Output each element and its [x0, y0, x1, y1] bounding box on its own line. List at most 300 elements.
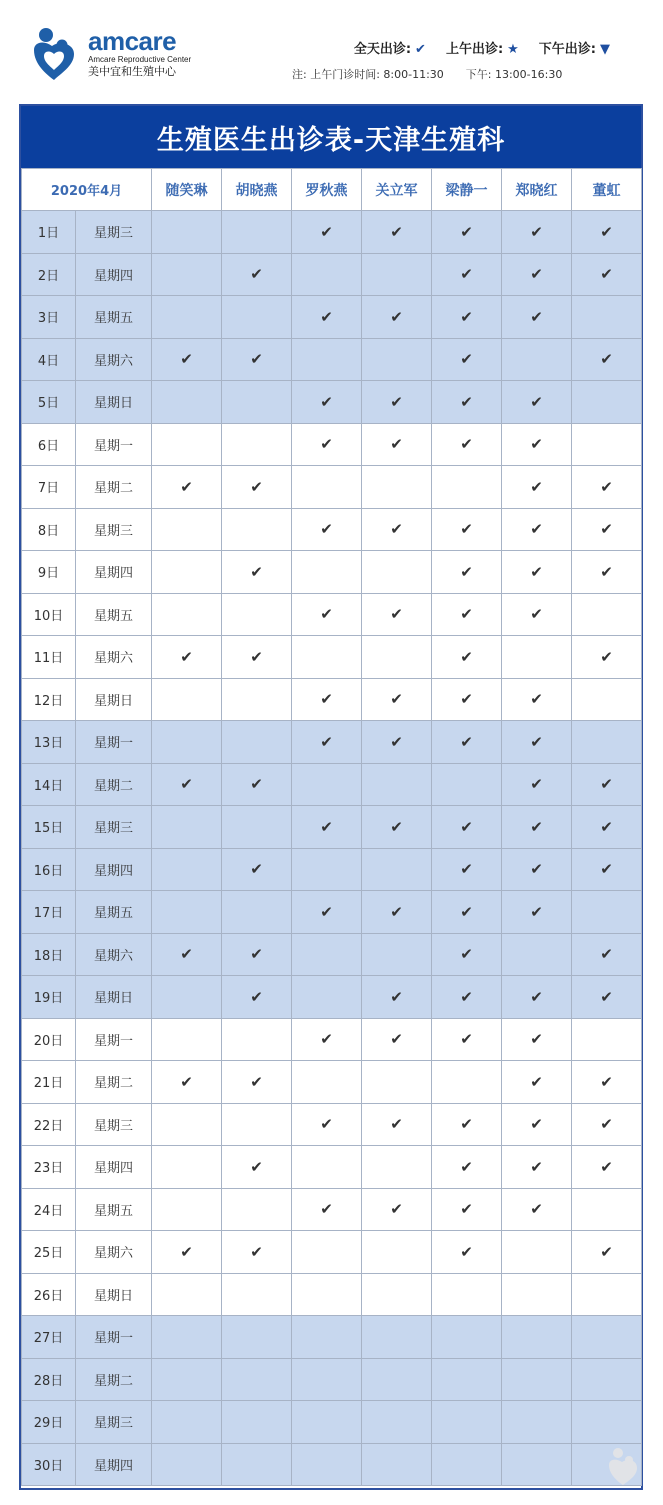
schedule-cell — [362, 466, 432, 509]
check-icon: ✔ — [502, 806, 572, 849]
schedule-cell — [222, 211, 292, 254]
check-icon: ✔ — [502, 593, 572, 636]
check-icon: ✔ — [572, 1231, 642, 1274]
schedule-cell — [292, 1231, 362, 1274]
schedule-cell — [222, 1188, 292, 1231]
check-icon: ✔ — [222, 551, 292, 594]
check-icon: ✔ — [362, 296, 432, 339]
date-cell: 12日 — [22, 678, 76, 721]
schedule-table-container — [19, 104, 643, 1490]
hours-note — [292, 66, 562, 82]
date-cell: 2日 — [22, 253, 76, 296]
check-icon: ✔ — [292, 806, 362, 849]
schedule-cell — [572, 1188, 642, 1231]
schedule-cell — [362, 1061, 432, 1104]
check-icon: ✔ — [572, 636, 642, 679]
check-icon: ✔ — [152, 466, 222, 509]
date-cell: 21日 — [22, 1061, 76, 1104]
check-icon: ✔ — [432, 551, 502, 594]
schedule-cell — [292, 1358, 362, 1401]
check-icon: ✔ — [432, 381, 502, 424]
weekday-cell: 星期四 — [76, 253, 152, 296]
date-cell: 26日 — [22, 1273, 76, 1316]
note-am-hours: 注: 上午门诊时间: 8:00-11:30 — [292, 68, 444, 81]
schedule-cell — [432, 466, 502, 509]
check-icon: ✔ — [502, 381, 572, 424]
check-icon: ✔ — [222, 1231, 292, 1274]
schedule-cell — [222, 1018, 292, 1061]
check-icon: ✔ — [502, 211, 572, 254]
weekday-cell: 星期五 — [76, 593, 152, 636]
schedule-cell — [572, 381, 642, 424]
check-icon: ✔ — [432, 721, 502, 764]
schedule-cell — [222, 1103, 292, 1146]
schedule-cell — [362, 636, 432, 679]
table-row — [22, 1146, 642, 1189]
date-cell: 3日 — [22, 296, 76, 339]
logo-chinese-name: 美中宜和生殖中心 — [88, 65, 176, 78]
schedule-cell — [222, 1316, 292, 1359]
schedule-cell — [152, 508, 222, 551]
schedule-cell — [432, 1358, 502, 1401]
doctor-header: 关立军 — [362, 169, 432, 211]
schedule-cell — [222, 296, 292, 339]
legend-pm — [539, 38, 610, 57]
legend-am — [446, 38, 519, 57]
check-icon: ✔ — [362, 593, 432, 636]
schedule-cell — [152, 848, 222, 891]
date-cell: 8日 — [22, 508, 76, 551]
doctor-header: 梁静一 — [432, 169, 502, 211]
schedule-cell — [292, 848, 362, 891]
check-icon: ✔ — [292, 508, 362, 551]
weekday-cell: 星期三 — [76, 508, 152, 551]
schedule-cell — [502, 1401, 572, 1444]
check-icon: ✔ — [152, 1061, 222, 1104]
check-icon: ✔ — [572, 551, 642, 594]
check-icon: ✔ — [502, 976, 572, 1019]
weekday-cell: 星期一 — [76, 423, 152, 466]
date-cell: 4日 — [22, 338, 76, 381]
legend-pm-label: 下午出诊: — [538, 42, 596, 57]
date-cell: 14日 — [22, 763, 76, 806]
date-cell: 7日 — [22, 466, 76, 509]
check-icon: ✔ — [572, 976, 642, 1019]
weekday-cell: 星期一 — [76, 1018, 152, 1061]
check-icon: ✔ — [432, 1018, 502, 1061]
weekday-cell: 星期六 — [76, 338, 152, 381]
check-icon: ✔ — [572, 338, 642, 381]
note-pm-hours: 下午: 13:00-16:30 — [465, 68, 563, 81]
schedule-cell — [222, 593, 292, 636]
table-row — [22, 423, 642, 466]
check-icon: ✔ — [152, 1231, 222, 1274]
table-row — [22, 1273, 642, 1316]
legend — [354, 38, 610, 57]
weekday-cell: 星期五 — [76, 891, 152, 934]
schedule-cell — [572, 678, 642, 721]
check-icon: ✔ — [502, 551, 572, 594]
check-icon: ✔ — [222, 1146, 292, 1189]
weekday-cell: 星期六 — [76, 636, 152, 679]
table-row — [22, 1188, 642, 1231]
schedule-cell — [222, 423, 292, 466]
schedule-cell — [292, 636, 362, 679]
check-icon: ✔ — [432, 253, 502, 296]
table-row — [22, 636, 642, 679]
doctor-header: 胡晓燕 — [222, 169, 292, 211]
weekday-cell: 星期四 — [76, 1443, 152, 1486]
weekday-cell: 星期日 — [76, 976, 152, 1019]
date-cell: 18日 — [22, 933, 76, 976]
check-icon: ✔ — [222, 466, 292, 509]
table-row — [22, 1231, 642, 1274]
check-icon: ✔ — [502, 1018, 572, 1061]
schedule-cell — [362, 1231, 432, 1274]
table-row — [22, 678, 642, 721]
check-icon: ✔ — [502, 1146, 572, 1189]
check-icon: ✔ — [432, 678, 502, 721]
legend-allday — [354, 38, 426, 57]
schedule-cell — [572, 1273, 642, 1316]
schedule-cell — [572, 891, 642, 934]
check-icon: ✔ — [292, 891, 362, 934]
schedule-cell — [292, 976, 362, 1019]
date-cell: 1日 — [22, 211, 76, 254]
check-icon: ✔ — [222, 976, 292, 1019]
schedule-cell — [152, 253, 222, 296]
check-icon: ✔ — [292, 721, 362, 764]
check-icon: ✔ — [362, 1188, 432, 1231]
date-cell: 13日 — [22, 721, 76, 764]
weekday-cell: 星期三 — [76, 1401, 152, 1444]
table-row — [22, 976, 642, 1019]
schedule-cell — [222, 381, 292, 424]
doctor-header: 随笑琳 — [152, 169, 222, 211]
weekday-cell: 星期五 — [76, 1188, 152, 1231]
weekday-cell: 星期日 — [76, 381, 152, 424]
check-icon: ✔ — [432, 338, 502, 381]
schedule-cell — [292, 1146, 362, 1189]
table-header-row — [22, 169, 642, 211]
check-icon: ✔ — [502, 848, 572, 891]
table-row — [22, 296, 642, 339]
check-icon: ✔ — [432, 848, 502, 891]
schedule-cell — [152, 721, 222, 764]
check-icon: ✔ — [502, 721, 572, 764]
check-icon: ✔ — [572, 466, 642, 509]
amcare-logo-icon — [30, 26, 80, 82]
check-icon: ✔ — [362, 381, 432, 424]
schedule-cell — [432, 1273, 502, 1316]
watermark-logo-icon — [606, 1446, 640, 1486]
schedule-cell — [152, 678, 222, 721]
table-row — [22, 253, 642, 296]
check-icon: ✔ — [362, 423, 432, 466]
check-icon: ✔ — [502, 763, 572, 806]
check-icon: ✔ — [415, 42, 426, 57]
month-header: 2020年4月 — [22, 169, 152, 211]
schedule-cell — [222, 1358, 292, 1401]
table-row — [22, 551, 642, 594]
table-row — [22, 508, 642, 551]
weekday-cell: 星期三 — [76, 806, 152, 849]
schedule-cell — [502, 933, 572, 976]
schedule-cell — [362, 253, 432, 296]
schedule-cell — [362, 1316, 432, 1359]
check-icon: ✔ — [152, 338, 222, 381]
schedule-cell — [292, 763, 362, 806]
table-row — [22, 1103, 642, 1146]
check-icon: ✔ — [502, 1061, 572, 1104]
date-cell: 24日 — [22, 1188, 76, 1231]
schedule-cell — [152, 1316, 222, 1359]
date-cell: 10日 — [22, 593, 76, 636]
schedule-cell — [362, 338, 432, 381]
schedule-cell — [362, 551, 432, 594]
check-icon: ✔ — [292, 1188, 362, 1231]
schedule-cell — [432, 1061, 502, 1104]
date-cell: 11日 — [22, 636, 76, 679]
check-icon: ✔ — [572, 253, 642, 296]
schedule-cell — [572, 1018, 642, 1061]
date-cell: 29日 — [22, 1401, 76, 1444]
check-icon: ✔ — [362, 1018, 432, 1061]
check-icon: ✔ — [502, 1103, 572, 1146]
schedule-cell — [432, 1401, 502, 1444]
schedule-cell — [292, 1061, 362, 1104]
schedule-cell — [502, 1231, 572, 1274]
schedule-cell — [222, 1443, 292, 1486]
date-cell: 27日 — [22, 1316, 76, 1359]
schedule-cell — [222, 891, 292, 934]
schedule-cell — [362, 848, 432, 891]
weekday-cell: 星期二 — [76, 1061, 152, 1104]
schedule-cell — [152, 1188, 222, 1231]
schedule-cell — [152, 296, 222, 339]
schedule-cell — [292, 253, 362, 296]
weekday-cell: 星期二 — [76, 1358, 152, 1401]
weekday-cell: 星期二 — [76, 763, 152, 806]
check-icon: ✔ — [362, 806, 432, 849]
logo-text — [88, 28, 191, 78]
schedule-title: 生殖医生出诊表-天津生殖科 — [21, 106, 641, 168]
check-icon: ✔ — [502, 891, 572, 934]
schedule-cell — [152, 593, 222, 636]
check-icon: ✔ — [572, 763, 642, 806]
schedule-cell — [502, 1273, 572, 1316]
weekday-cell: 星期四 — [76, 1146, 152, 1189]
date-cell: 15日 — [22, 806, 76, 849]
check-icon: ✔ — [292, 1018, 362, 1061]
check-icon: ✔ — [362, 721, 432, 764]
check-icon: ✔ — [572, 1061, 642, 1104]
schedule-cell — [502, 636, 572, 679]
table-row — [22, 466, 642, 509]
table-row — [22, 933, 642, 976]
check-icon: ✔ — [292, 296, 362, 339]
schedule-cell — [362, 1358, 432, 1401]
date-cell: 22日 — [22, 1103, 76, 1146]
check-icon: ✔ — [222, 848, 292, 891]
table-row — [22, 806, 642, 849]
doctor-header: 罗秋燕 — [292, 169, 362, 211]
check-icon: ✔ — [572, 508, 642, 551]
schedule-cell — [292, 1273, 362, 1316]
schedule-cell — [572, 1358, 642, 1401]
check-icon: ✔ — [362, 976, 432, 1019]
schedule-cell — [432, 1443, 502, 1486]
schedule-cell — [152, 423, 222, 466]
table-row — [22, 1061, 642, 1104]
check-icon: ✔ — [292, 423, 362, 466]
schedule-cell — [222, 721, 292, 764]
triangle-down-icon: ▼ — [600, 42, 610, 57]
schedule-cell — [572, 1401, 642, 1444]
schedule-cell — [292, 1401, 362, 1444]
schedule-cell — [362, 1401, 432, 1444]
legend-allday-label: 全天出诊: — [353, 42, 412, 57]
schedule-cell — [362, 933, 432, 976]
table-row — [22, 1018, 642, 1061]
check-icon: ✔ — [432, 1231, 502, 1274]
schedule-cell — [362, 1146, 432, 1189]
legend-am-label: 上午出诊: — [445, 42, 504, 57]
check-icon: ✔ — [222, 338, 292, 381]
weekday-cell: 星期三 — [76, 211, 152, 254]
check-icon: ✔ — [432, 296, 502, 339]
schedule-cell — [572, 1316, 642, 1359]
schedule-cell — [152, 1358, 222, 1401]
check-icon: ✔ — [572, 933, 642, 976]
weekday-cell: 星期四 — [76, 848, 152, 891]
schedule-cell — [222, 1273, 292, 1316]
weekday-cell: 星期三 — [76, 1103, 152, 1146]
schedule-cell — [572, 423, 642, 466]
schedule-cell — [502, 338, 572, 381]
check-icon: ✔ — [432, 806, 502, 849]
schedule-cell — [572, 296, 642, 339]
check-icon: ✔ — [292, 678, 362, 721]
schedule-cell — [572, 593, 642, 636]
check-icon: ✔ — [152, 933, 222, 976]
check-icon: ✔ — [222, 763, 292, 806]
table-row — [22, 381, 642, 424]
schedule-cell — [152, 1273, 222, 1316]
table-row — [22, 891, 642, 934]
schedule-cell — [502, 1443, 572, 1486]
schedule-cell — [292, 1443, 362, 1486]
check-icon: ✔ — [432, 933, 502, 976]
check-icon: ✔ — [432, 636, 502, 679]
schedule-cell — [152, 1103, 222, 1146]
schedule-cell — [152, 1443, 222, 1486]
table-row — [22, 1443, 642, 1486]
check-icon: ✔ — [502, 466, 572, 509]
schedule-cell — [362, 1273, 432, 1316]
check-icon: ✔ — [432, 1188, 502, 1231]
check-icon: ✔ — [222, 1061, 292, 1104]
schedule-cell — [222, 678, 292, 721]
table-row — [22, 1316, 642, 1359]
table-row — [22, 338, 642, 381]
schedule-cell — [362, 763, 432, 806]
check-icon: ✔ — [362, 211, 432, 254]
table-row — [22, 721, 642, 764]
check-icon: ✔ — [572, 848, 642, 891]
date-cell: 30日 — [22, 1443, 76, 1486]
check-icon: ✔ — [292, 381, 362, 424]
star-icon: ★ — [507, 42, 519, 57]
check-icon: ✔ — [502, 678, 572, 721]
schedule-cell — [432, 1316, 502, 1359]
schedule-cell — [222, 806, 292, 849]
check-icon: ✔ — [152, 636, 222, 679]
weekday-cell: 星期一 — [76, 721, 152, 764]
date-cell: 9日 — [22, 551, 76, 594]
schedule-cell — [222, 508, 292, 551]
table-row — [22, 1358, 642, 1401]
schedule-cell — [362, 1443, 432, 1486]
check-icon: ✔ — [432, 1103, 502, 1146]
check-icon: ✔ — [432, 508, 502, 551]
table-row — [22, 211, 642, 254]
check-icon: ✔ — [502, 296, 572, 339]
weekday-cell: 星期日 — [76, 1273, 152, 1316]
schedule-cell — [152, 551, 222, 594]
weekday-cell: 星期五 — [76, 296, 152, 339]
check-icon: ✔ — [222, 253, 292, 296]
date-cell: 6日 — [22, 423, 76, 466]
date-cell: 19日 — [22, 976, 76, 1019]
check-icon: ✔ — [432, 891, 502, 934]
check-icon: ✔ — [362, 508, 432, 551]
check-icon: ✔ — [572, 1146, 642, 1189]
check-icon: ✔ — [432, 593, 502, 636]
logo-subtitle: Amcare Reproductive Center — [88, 55, 192, 64]
check-icon: ✔ — [152, 763, 222, 806]
check-icon: ✔ — [222, 636, 292, 679]
logo-name: amcare — [88, 26, 177, 56]
doctor-header: 郑晓红 — [502, 169, 572, 211]
schedule-cell — [152, 1018, 222, 1061]
check-icon: ✔ — [292, 593, 362, 636]
check-icon: ✔ — [502, 253, 572, 296]
check-icon: ✔ — [292, 211, 362, 254]
schedule-cell — [292, 551, 362, 594]
date-cell: 5日 — [22, 381, 76, 424]
schedule-cell — [152, 381, 222, 424]
schedule-cell — [292, 466, 362, 509]
schedule-cell — [222, 1401, 292, 1444]
table-row — [22, 1401, 642, 1444]
check-icon: ✔ — [432, 423, 502, 466]
check-icon: ✔ — [572, 1103, 642, 1146]
schedule-table — [21, 168, 642, 1486]
check-icon: ✔ — [502, 423, 572, 466]
page-header — [0, 0, 663, 100]
doctor-header: 董虹 — [572, 169, 642, 211]
date-cell: 25日 — [22, 1231, 76, 1274]
check-icon: ✔ — [362, 678, 432, 721]
date-cell: 28日 — [22, 1358, 76, 1401]
check-icon: ✔ — [502, 508, 572, 551]
table-row — [22, 848, 642, 891]
schedule-cell — [292, 1316, 362, 1359]
schedule-cell — [152, 806, 222, 849]
date-cell: 17日 — [22, 891, 76, 934]
date-cell: 16日 — [22, 848, 76, 891]
